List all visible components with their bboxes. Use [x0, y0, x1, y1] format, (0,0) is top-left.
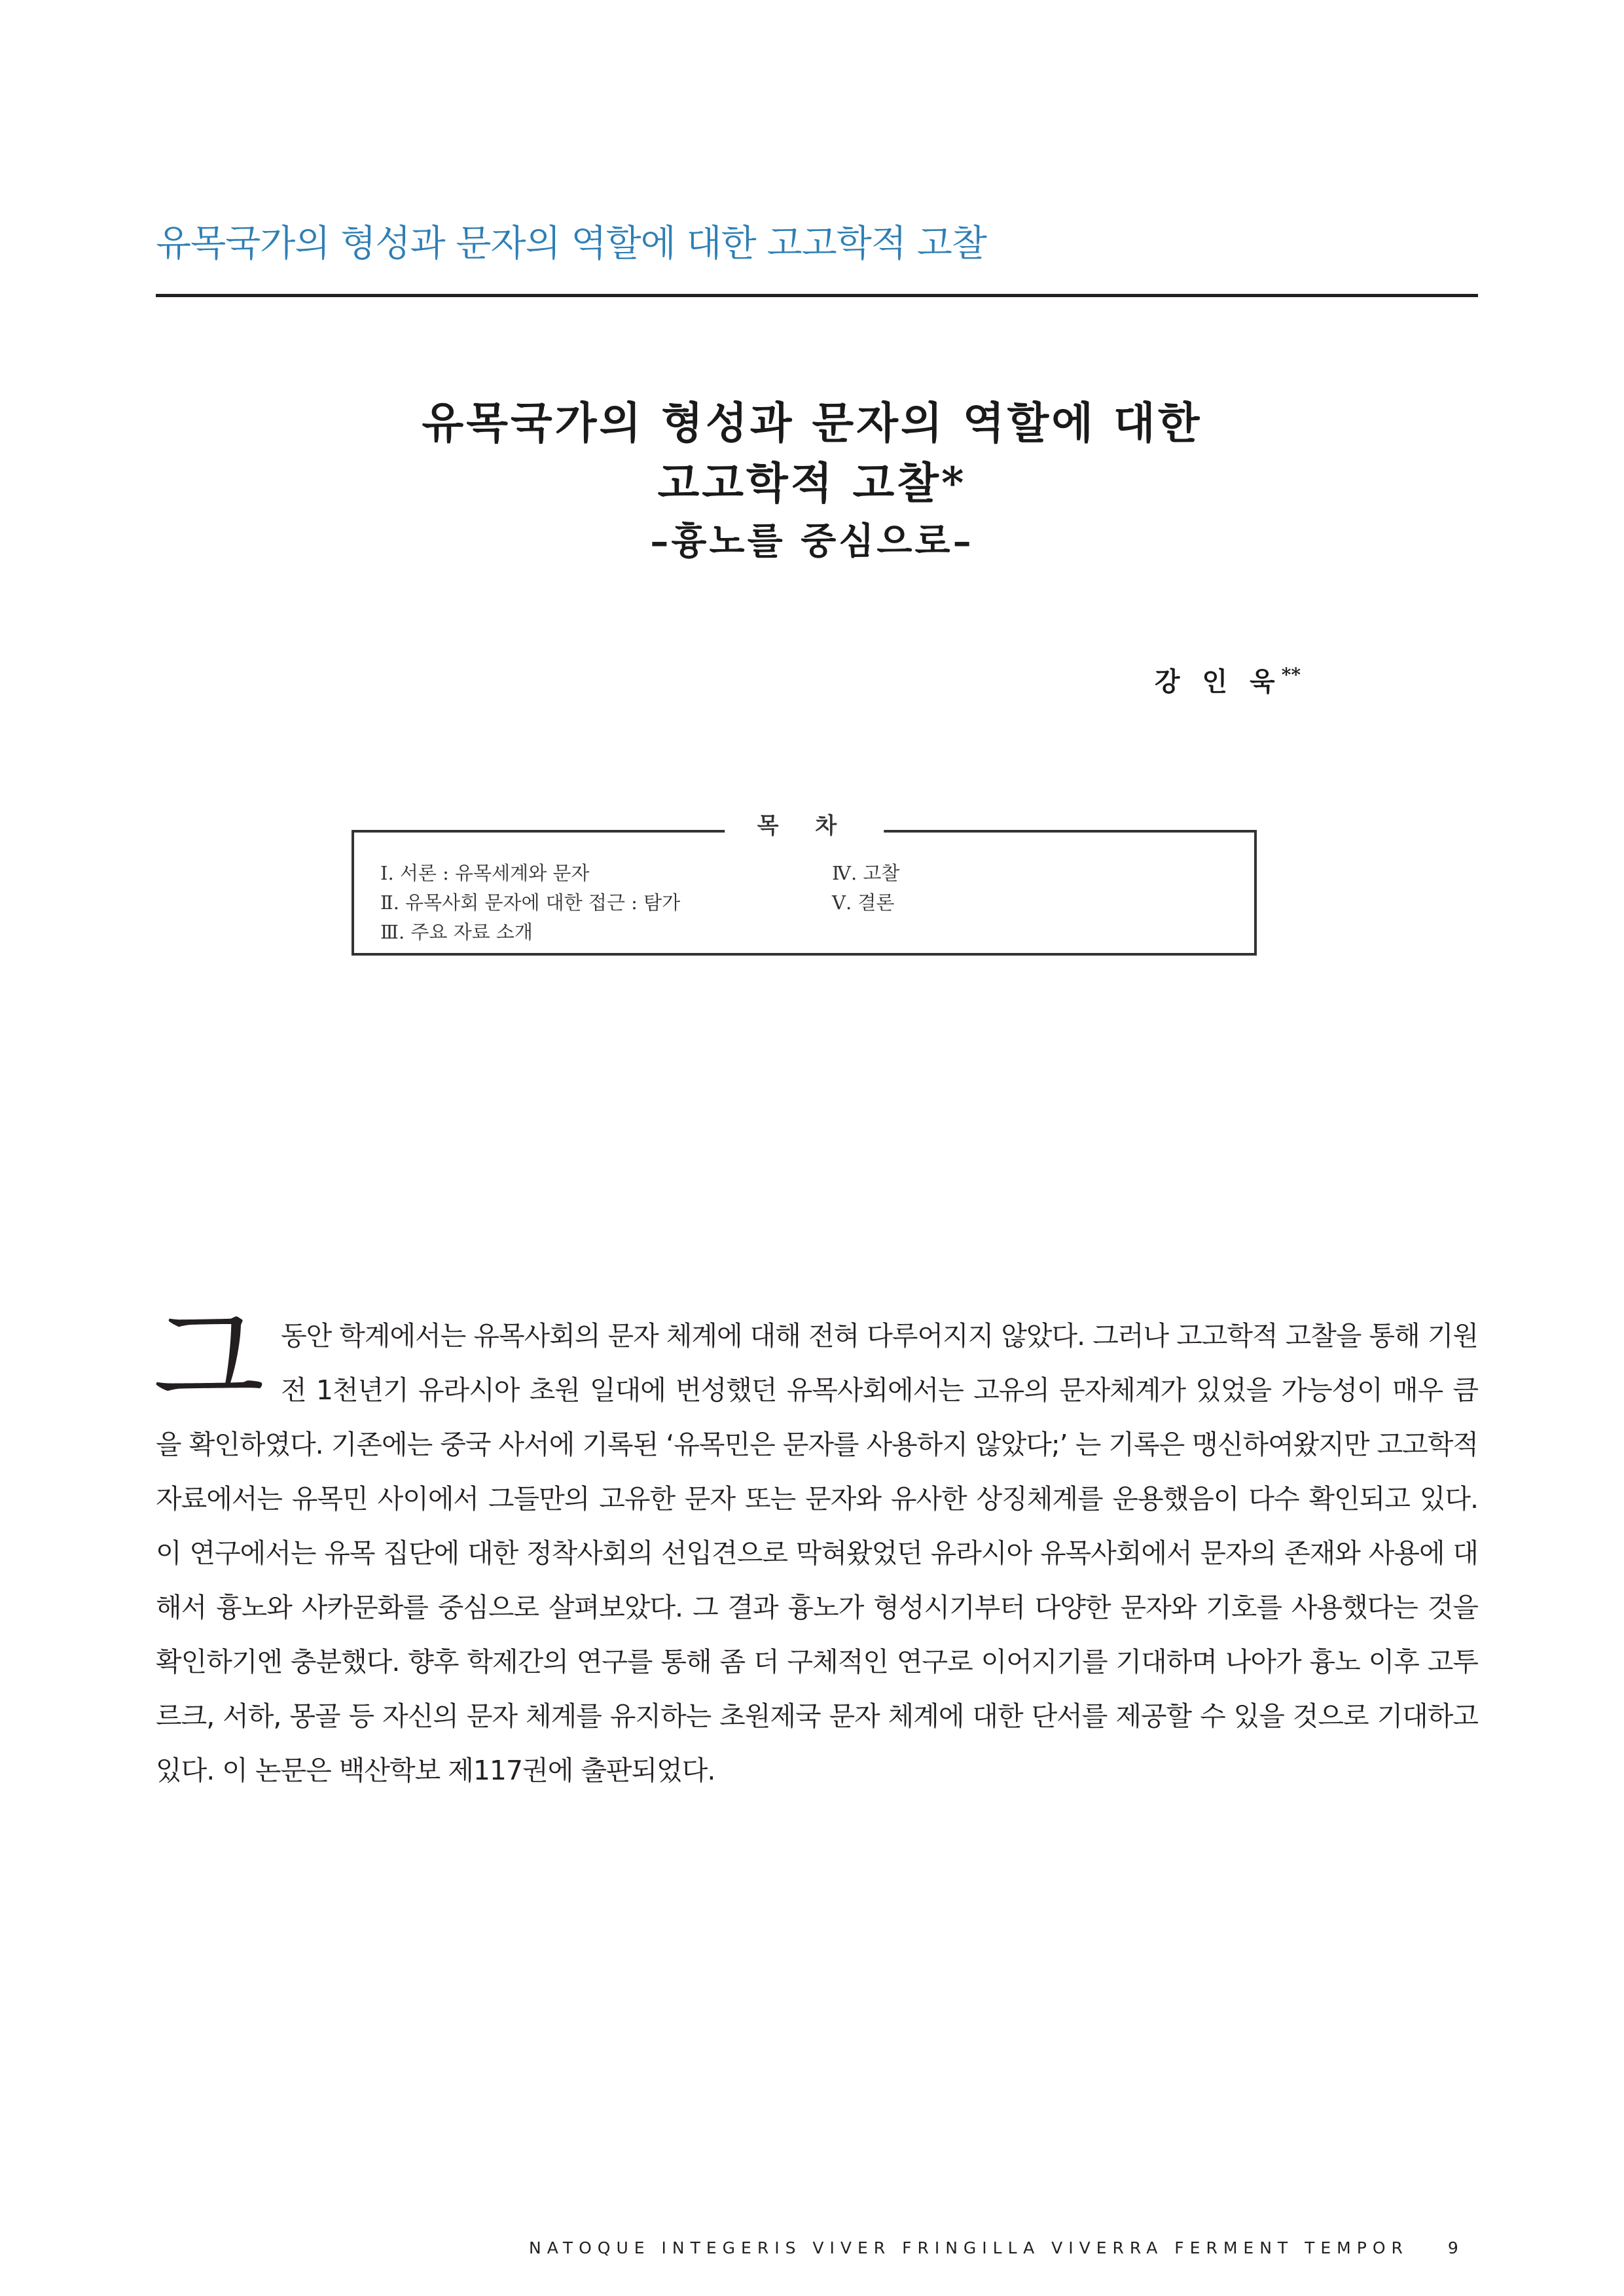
drop-cap: 그 — [153, 1293, 264, 1427]
toc-column-right — [832, 859, 899, 918]
toc-item: Ⅲ. 주요 자료 소개 — [380, 921, 533, 943]
author-name: 강 인 욱 — [1154, 666, 1282, 697]
footer — [529, 2238, 1458, 2257]
abstract — [153, 1293, 1478, 1798]
abstract-text: 동안 학계에서는 유목사회의 문자 체계에 대해 전혀 다루어지지 않았다. 그러나 고고학적 고찰을 통해 기원전 1천년기 유라시아 초원 일대에 번성했던 유목사회에서는 고유의 문자체계가 있었을 가능성이 매우 큼을 확인하였다. 기존에는 중국 사서에 기록된 ‘유목민은 문자를 사용하지 않았다;’ 는 기록은 맹신하여왔지만 고고학적 자료에서는 유목민 사이에서 그들만의 고유한 문자 또는 문자와 유사한 상징체계를 운용했음이 다수 확인되고 있다. 이 연구에서는 유목 집단에 대한 정착사회의 선입견으로 막혀왔었던 유라시아 유목사회에서 문자의 존재와 사용에 대해서 흉노와 사카문화를 중심으로 살펴보았다. 그 결과 흉노가 형성시기부터 다양한 문자와 기호를 사용했다는 것을 확인하기엔 충분했다. 향후 학제간의 연구를 통해 좀 더 구체적인 연구로 이어지기를 기대하며 나아가 흉노 이후 고투르크, 서하, 몽골 등 자신의 문자 체계를 유지하는 초원제국 문자 체계에 대한 단서를 제공할 수 있을 것으로 기대하고 있다. 이 논문은 백산학보 제117권에 출판되었다. — [156, 1320, 1478, 1786]
subtitle: –흉노를 중심으로– — [650, 520, 974, 563]
footer-running-text: NATOQUE INTEGERIS VIVER FRINGILLA VIVERRA FERMENT TEMPOR — [529, 2238, 1409, 2257]
page-number: 9 — [1447, 2238, 1458, 2257]
toc-item: Ⅴ. 결론 — [832, 891, 895, 914]
toc-item: Ⅱ. 유목사회 문자에 대한 접근 : 탐가 — [380, 891, 681, 914]
title-block — [0, 393, 1624, 567]
toc-item: Ⅳ. 고찰 — [832, 862, 900, 884]
running-header: 유목국가의 형성과 문자의 역할에 대한 고고학적 고찰 — [156, 223, 986, 265]
toc-heading: 목 차 — [725, 808, 884, 840]
toc-item: Ⅰ. 서론 : 유목세계와 문자 — [380, 862, 590, 884]
title-line-2: 고고학적 고찰* — [657, 457, 967, 509]
author — [1155, 661, 1301, 698]
table-of-contents — [352, 813, 1257, 956]
toc-column-left — [380, 859, 680, 947]
author-footnote-mark: ** — [1281, 664, 1301, 686]
title-line-1: 유목국가의 형성과 문자의 역할에 대한 — [422, 397, 1202, 448]
header-rule — [156, 294, 1478, 297]
